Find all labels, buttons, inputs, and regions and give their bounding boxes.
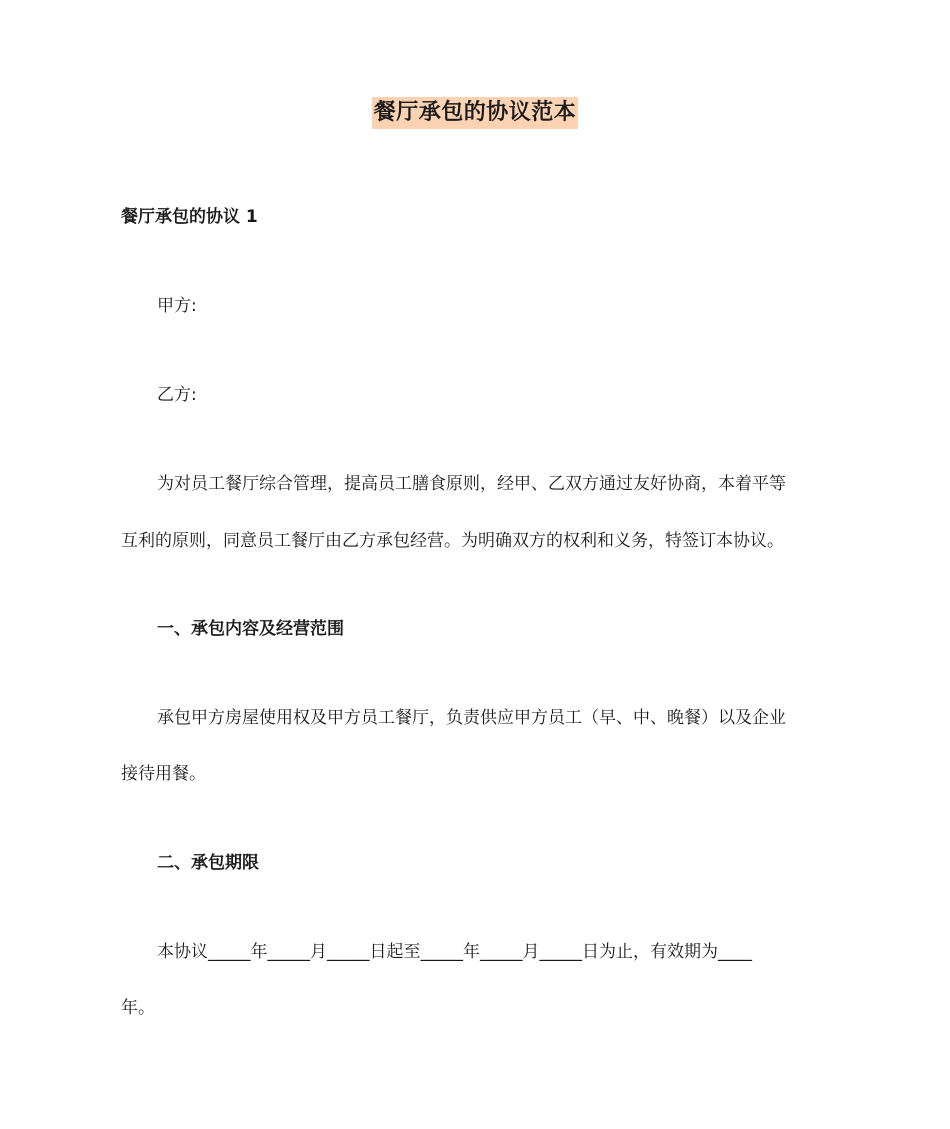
document-title: 餐厅承包的协议范本 [372, 97, 579, 129]
document-title-container [0, 97, 950, 129]
clause-1-line-1: 承包甲方房屋使用权及甲方员工餐厅，负责供应甲方员工（早、中、晚餐）以及企业 [157, 708, 786, 728]
clause-1-heading: 一、承包内容及经营范围 [157, 619, 344, 639]
clause-2-heading: 二、承包期限 [157, 853, 259, 873]
intro-paragraph-line-1: 为对员工餐厅综合管理，提高员工膳食原则，经甲、乙双方通过友好协商，本着平等 [157, 474, 786, 494]
clause-1-line-2: 接待用餐。 [121, 764, 206, 784]
intro-paragraph-line-2: 互利的原则，同意员工餐厅由乙方承包经营。为明确双方的权利和义务，特签订本协议。 [121, 531, 784, 551]
party-b-label: 乙方: [157, 385, 197, 405]
section-title: 餐厅承包的协议 1 [121, 207, 258, 227]
clause-2-line-2: 年。 [121, 998, 155, 1018]
clause-2-line-1: 本协议_____年_____月_____日起至_____年_____月_____日为止，有效期为____ [157, 942, 752, 962]
party-a-label: 甲方: [157, 296, 197, 316]
